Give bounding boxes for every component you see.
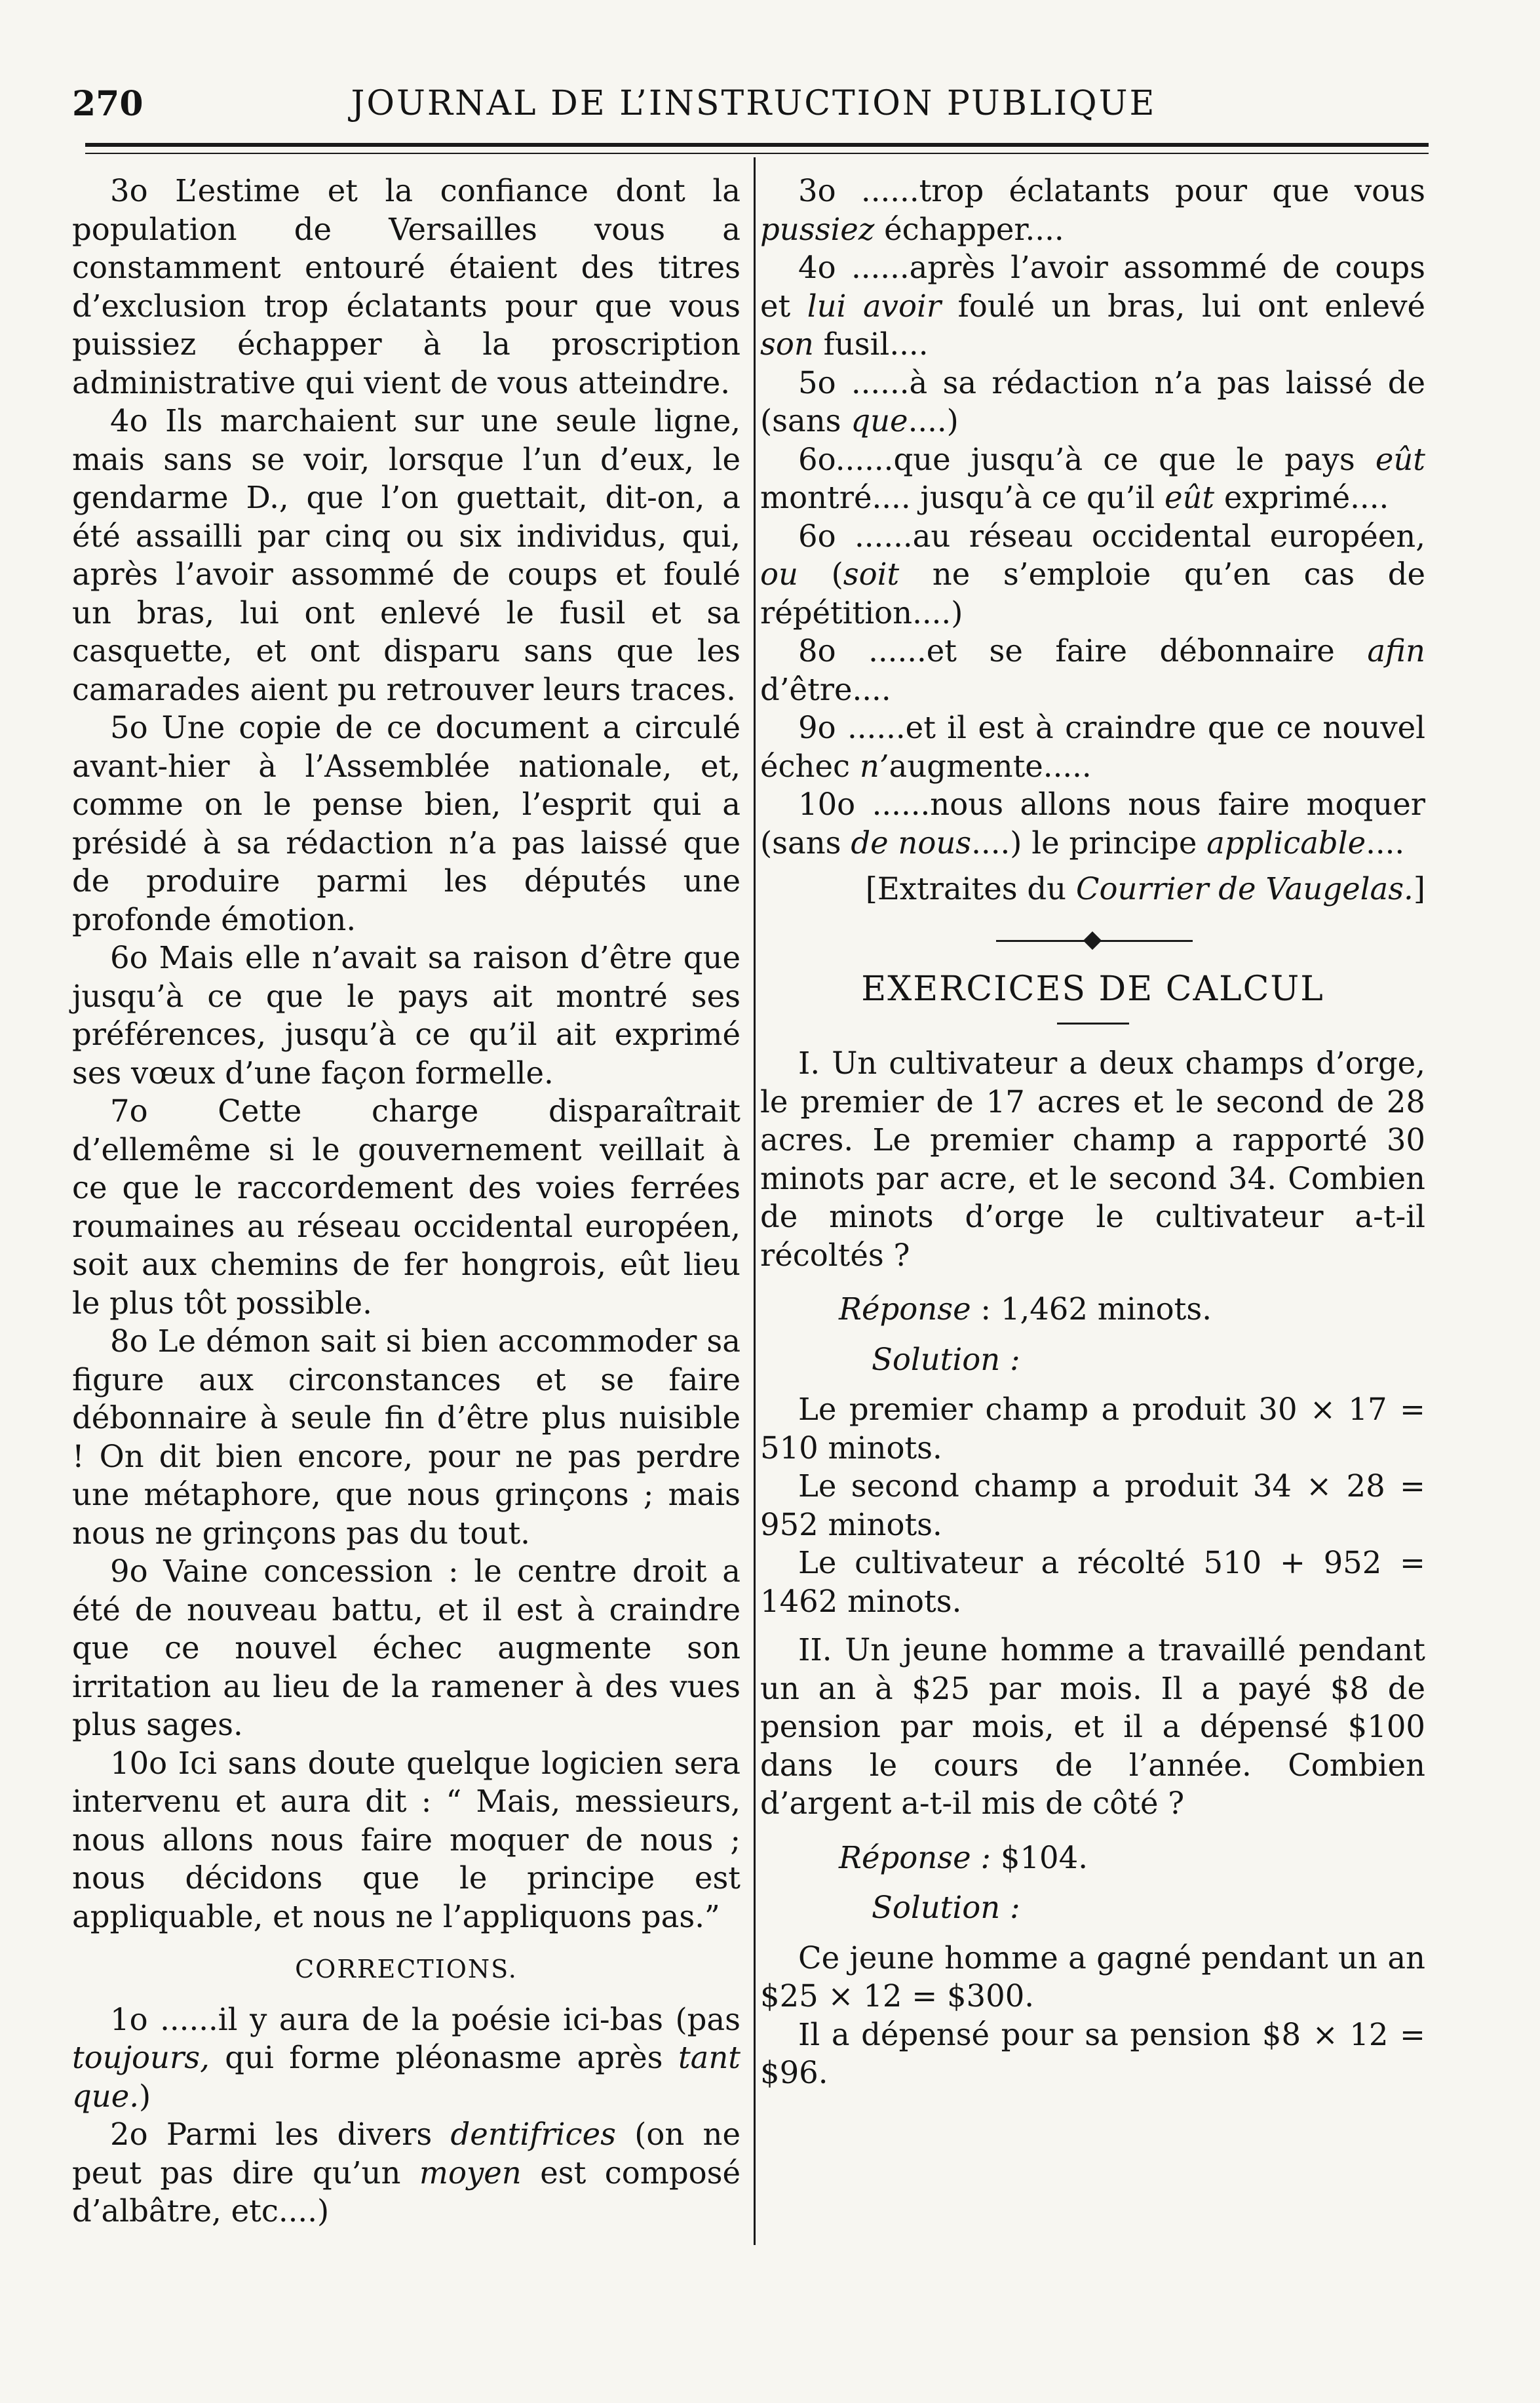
running-title: JOURNAL DE L’INSTRUCTION PUBLIQUE — [351, 84, 1157, 123]
corrections-heading: CORRECTIONS. — [295, 1955, 518, 1983]
correction-1: 1o ......il y aura de la poésie ici-bas (pas toujours, qui forme pléonasme après tant que.) — [72, 2001, 741, 2114]
paragraph-8: 8o Le démon sait si bien accommoder sa figure aux circonstances et se faire débonnaire à seule fin d’être plus nuisible ! On dit bien encore, pour ne pas perdre une métaphore, que nous grinçons ; mais nous ne grinçons pas du tout. — [72, 1323, 741, 1551]
exercise-1-solution-label: Solution : — [872, 1341, 1020, 1377]
correction-2: 2o Parmi les divers dentifrices (on ne peut pas dire qu’un moyen est composé d’albâtre, etc....) — [72, 2117, 741, 2229]
right-column — [760, 172, 1425, 2092]
header-rule-thick — [85, 143, 1429, 147]
correction-5: 5o ......à sa rédaction n’a pas laissé de (sans que....) — [760, 364, 1425, 439]
section-title-rule — [1057, 1023, 1129, 1025]
paragraph-10: 10o Ici sans doute quelque logicien sera intervenu et aura dit : “ Mais, messieurs, nous allons nous faire moquer de nous ; nous décidons que le principe est appliquable, et nous ne l’appliquons pas.” — [72, 1745, 741, 1934]
correction-10: 10o ......nous allons nous faire moquer (sans de nous....) le principe applicable.... — [760, 787, 1425, 861]
exercise-2-step-1: Ce jeune homme a gagné pendant un an $25 × 12 = $300. — [760, 1940, 1425, 2014]
correction-3: 3o ......trop éclatants pour que vous pussiez échapper.... — [760, 173, 1425, 247]
exercise-1-step-2: Le second champ a produit 34 × 28 = 952 minots. — [760, 1468, 1425, 1542]
exercise-1-step-3: Le cultivateur a récolté 510 + 952 = 1462 minots. — [760, 1545, 1425, 1619]
column-divider — [754, 157, 756, 2245]
exercise-2-answer: Réponse : $104. — [839, 1839, 1088, 1875]
section-ornament — [760, 926, 1425, 957]
correction-8: 8o ......et se faire débonnaire afin d’être.... — [760, 633, 1425, 707]
header-rule-thin — [85, 153, 1429, 154]
exercise-1-answer: Réponse : 1,462 minots. — [839, 1291, 1212, 1327]
page-number: 270 — [72, 84, 144, 124]
paragraph-7: 7o Cette charge disparaîtrait d’ellemême si le gouvernement veillait à ce que le raccordement des voies ferrées roumaines au réseau occidental européen, soit aux chemins de fer hongrois, eût lieu le plus tôt possible. — [72, 1093, 741, 1321]
correction-7: 6o ......au réseau occidental européen, ou (soit ne s’emploie qu’en cas de répétition....) — [760, 518, 1425, 631]
source-citation: [Extraites du Courrier de Vaugelas.] — [865, 871, 1425, 907]
paragraph-3: 3o L’estime et la confiance dont la population de Versailles vous a constamment entouré étaient des titres d’exclusion trop éclatants pour que vous puissiez échapper à la proscription administrative qui vient de vous atteindre. — [72, 173, 741, 400]
paragraph-9: 9o Vaine concession : le centre droit a été de nouveau battu, et il est à craindre que ce nouvel échec augmente son irritation au lieu de la ramener à des vues plus sages. — [72, 1553, 741, 1742]
exercise-2-step-2: Il a dépensé pour sa pension $8 × 12 = $96. — [760, 2016, 1425, 2090]
page-header — [72, 84, 1435, 136]
paragraph-6: 6o Mais elle n’avait sa raison d’être que jusqu’à ce que le pays ait montré ses préférences, jusqu’à ce qu’il ait exprimé ses vœux d’une façon formelle. — [72, 940, 741, 1091]
section-title: EXERCICES DE CALCUL — [861, 969, 1324, 1009]
paragraph-4: 4o Ils marchaient sur une seule ligne, mais sans se voir, lorsque l’un d’eux, le gendarme D., que l’on guettait, dit-on, a été assailli par cinq ou six individus, qui, après l’avoir assommé de coups et foulé un bras, lui ont enlevé le fusil et sa casquette, et ont disparu sans que les camarades aient pu retrouver leurs traces. — [72, 403, 741, 707]
correction-6: 6o......que jusqu’à ce que le pays eût montré.... jusqu’à ce qu’il eût exprimé.... — [760, 441, 1425, 515]
paragraph-5: 5o Une copie de ce document a circulé avant-hier à l’Assemblée nationale, et, comme on le pense bien, l’esprit qui a présidé à sa rédaction n’a pas laissé que de produire parmi les députés une profonde émotion. — [72, 710, 741, 937]
exercise-1: I. Un cultivateur a deux champs d’orge, le premier de 17 acres et le second de 28 acres. Le premier champ a rapporté 30 minots par acre, et le second 34. Combien de minots d’orge le cultivateur a-t-il récoltés ? — [760, 1045, 1425, 1273]
exercise-1-step-1: Le premier champ a produit 30 × 17 = 510 minots. — [760, 1392, 1425, 1466]
correction-4: 4o ......après l’avoir assommé de coups et lui avoir foulé un bras, lui ont enlevé son fusil.... — [760, 250, 1425, 362]
exercise-2: II. Un jeune homme a travaillé pendant un an à $25 par mois. Il a payé $8 de pension par mois, et il a dépensé $100 dans le cours de l’année. Combien d’argent a-t-il mis de côté ? — [760, 1632, 1425, 1821]
diamond-ornament-icon — [1083, 931, 1102, 949]
exercise-2-solution-label: Solution : — [872, 1890, 1020, 1925]
correction-9: 9o ......et il est à craindre que ce nouvel échec n’augmente..... — [760, 710, 1425, 784]
left-column — [72, 172, 741, 2231]
